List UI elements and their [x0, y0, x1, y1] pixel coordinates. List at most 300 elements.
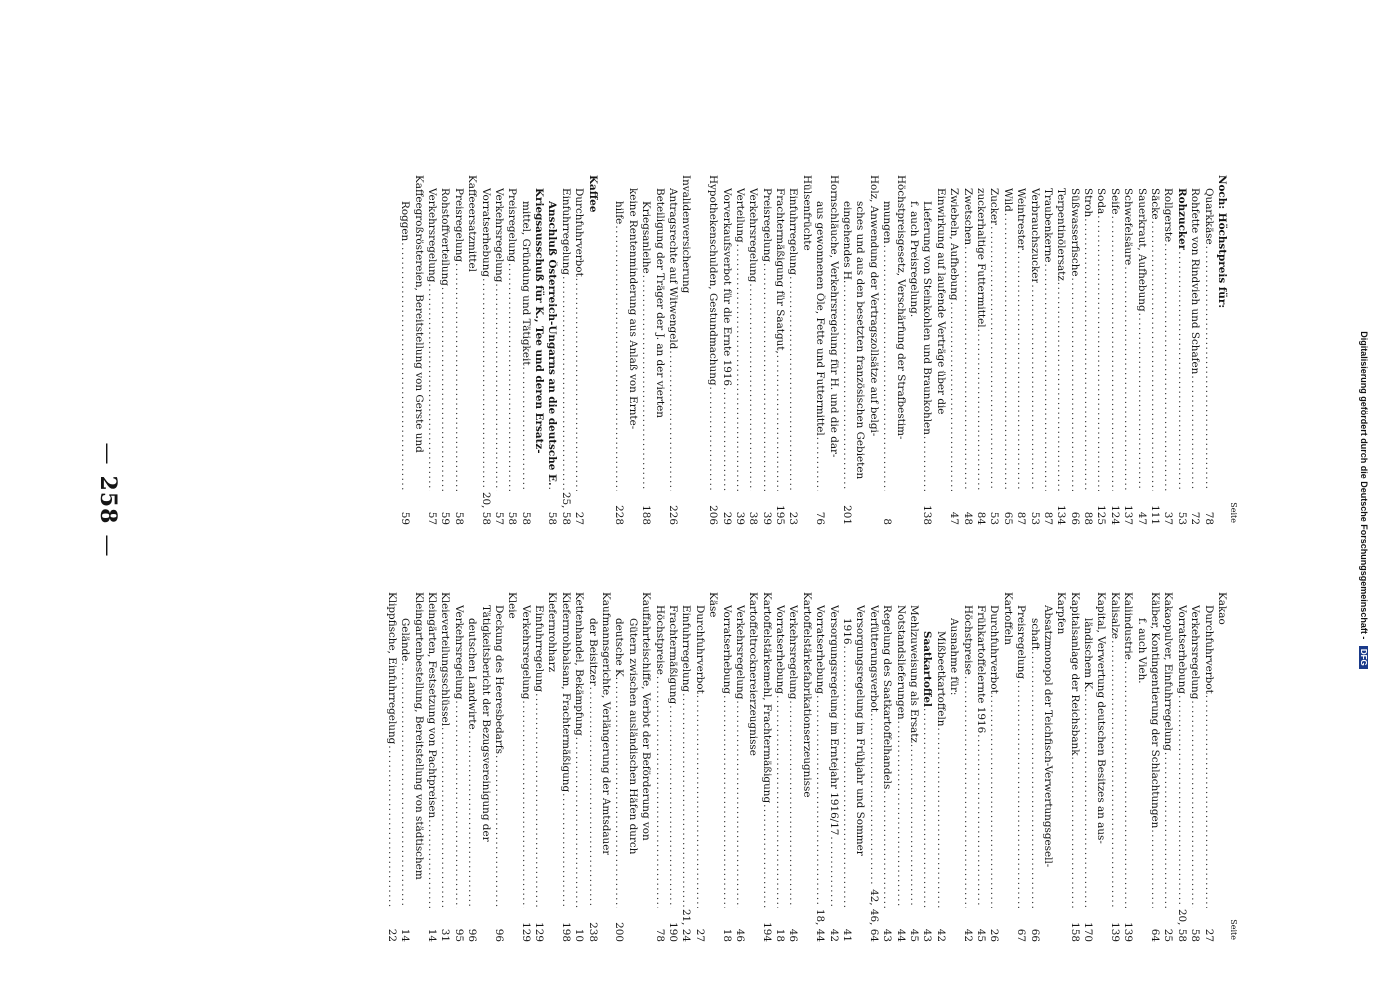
leader-dots — [840, 644, 853, 908]
entry-label: Saatkartoffel — [921, 631, 934, 707]
leader-dots — [425, 818, 438, 908]
index-entries-left — [398, 175, 1228, 525]
leader-dots — [1094, 214, 1107, 491]
entry-page: 125 — [1095, 505, 1108, 525]
index-entry — [706, 175, 719, 525]
leader-dots — [960, 675, 973, 908]
entry-page: 43 — [881, 928, 894, 942]
entry-label: Karpfen — [1055, 592, 1068, 635]
entry-label: Kaffeegroßröstereien, Bereitstellung von Gerste und — [412, 175, 425, 453]
entry-label: keine Rentenminderung aus Anlaß von Ernte- — [626, 188, 639, 430]
leader-dots — [733, 243, 746, 491]
index-entry — [425, 175, 438, 525]
entry-label: Preisregelung — [452, 188, 465, 263]
index-entry — [545, 592, 558, 942]
index-entry — [746, 175, 759, 525]
entry-label: deutschen Landwirte — [466, 618, 479, 730]
index-entry — [1134, 592, 1147, 942]
entry-label: Kaffee — [586, 175, 599, 213]
index-entry — [585, 175, 598, 525]
leader-dots — [987, 694, 1000, 908]
entry-label: Stroh — [1082, 188, 1095, 218]
entry-spacer — [599, 175, 612, 525]
entry-page: 27 — [573, 511, 586, 525]
index-entry — [558, 175, 571, 525]
entry-label: Kleie — [506, 592, 519, 619]
leader-dots — [1067, 756, 1080, 908]
index-entry — [639, 175, 652, 525]
entry-page: 96 — [466, 928, 479, 942]
index-entry — [1107, 592, 1120, 942]
entry-label: Einfuhrregelung — [533, 605, 546, 693]
entry-label: Regelung des Saatkartoffelhandels — [881, 605, 894, 790]
entry-label: Mißbeetkartoffeln — [934, 631, 947, 727]
index-entry — [1000, 592, 1013, 942]
entry-page: 27 — [693, 928, 706, 942]
entry-label: Roggen — [399, 201, 412, 242]
entry-label: Verkehrsregelung — [787, 605, 800, 700]
leader-dots — [759, 803, 772, 908]
entry-label: Verkehrsregelung — [519, 605, 532, 700]
entry-label: Verteilung — [733, 188, 746, 243]
entry-label: mittel, Gründung und Tätigkeit — [519, 201, 532, 366]
leader-dots — [384, 744, 397, 908]
index-entry — [1041, 592, 1054, 942]
entry-page: 43 — [921, 928, 934, 942]
index-entry — [733, 175, 746, 525]
leader-dots — [880, 244, 893, 491]
entry-page: 42 — [934, 928, 947, 942]
entry-page: 129 — [519, 922, 532, 942]
index-entry — [625, 592, 638, 942]
entry-label: Zwiebeln, Aufhebung — [948, 188, 961, 301]
page-number: —258— — [95, 442, 121, 558]
index-entry — [920, 175, 933, 525]
leader-dots — [960, 245, 973, 491]
index-entry — [612, 592, 625, 942]
leader-dots — [492, 754, 505, 908]
seite-header-right: Seite — [1229, 919, 1238, 940]
index-entry — [1067, 592, 1080, 942]
entry-label: Notstandslieferungen — [894, 605, 907, 720]
index-entry — [746, 592, 759, 942]
leader-dots — [893, 720, 906, 908]
entry-label: eingehendes H. — [841, 201, 854, 284]
entry-label: Klippfische, Einfuhrregelung — [385, 592, 398, 745]
leader-dots — [1161, 242, 1174, 491]
entry-label: hilfe — [613, 201, 626, 225]
index-entry — [907, 175, 920, 525]
index-entry — [960, 175, 973, 525]
entry-label: Vorratserhebung — [720, 605, 733, 695]
entry-page: 53 — [1175, 511, 1188, 525]
entry-label: Hypothekenschulden, Gestundmachung — [707, 175, 720, 386]
leader-dots — [866, 712, 879, 887]
index-entry — [532, 592, 545, 942]
index-entry — [960, 592, 973, 942]
index-entry — [518, 175, 531, 525]
entry-label: 1916 — [841, 618, 854, 645]
leader-dots — [759, 262, 772, 491]
leader-dots — [813, 694, 826, 907]
entry-label: Kriegsausschuß für K., Tee und deren Ersatz- — [533, 188, 546, 454]
leader-dots — [679, 692, 692, 907]
leader-dots — [1188, 374, 1201, 491]
entry-label: f. auch Vieh. — [1135, 618, 1148, 684]
index-entry — [679, 175, 692, 525]
index-entry — [1161, 175, 1174, 525]
entry-page: 201 — [841, 505, 854, 525]
index-entry — [1027, 592, 1040, 942]
entry-page: 95 — [452, 928, 465, 942]
index-entry — [1215, 175, 1228, 525]
entry-page: 65 — [1001, 511, 1014, 525]
entry-page: 58 — [1189, 928, 1202, 942]
entry-page: 53 — [1028, 511, 1041, 525]
leader-dots — [1041, 263, 1054, 491]
entry-page: 14 — [425, 928, 438, 942]
entry-page: 194 — [760, 922, 773, 942]
entry-label: Kleieverteilungsschlüssel — [439, 592, 452, 727]
index-column-left — [398, 175, 1238, 525]
entry-spacer — [692, 175, 705, 525]
index-entry — [465, 175, 478, 525]
index-entry — [1041, 175, 1054, 525]
leader-dots — [398, 241, 411, 491]
entry-page: 137 — [1122, 505, 1135, 525]
index-entry — [692, 592, 705, 942]
index-entry — [773, 175, 786, 525]
index-entry — [425, 592, 438, 942]
leader-dots — [438, 726, 451, 908]
entry-page: 59 — [399, 511, 412, 525]
index-entry — [411, 592, 424, 942]
entry-label: Einfuhrregelung — [559, 188, 572, 276]
leader-dots — [1121, 265, 1134, 491]
leader-dots — [438, 286, 451, 491]
entry-page: 47 — [948, 511, 961, 525]
entry-page: 195 — [774, 505, 787, 525]
entry-label: Zwetschen — [961, 188, 974, 246]
leader-dots — [773, 354, 786, 491]
entry-page: 26 — [988, 928, 1001, 942]
index-entry — [1188, 592, 1201, 942]
leader-dots — [1000, 212, 1013, 491]
entry-label: sches und aus den besetzten französischen Gebieten — [854, 201, 867, 480]
index-entry — [987, 175, 1000, 525]
entry-label: Traubenkerne — [1041, 188, 1054, 263]
leader-dots — [1081, 692, 1094, 908]
entry-page: 25, 58 — [559, 491, 572, 525]
index-entry — [800, 175, 813, 525]
entry-page: 72 — [1189, 511, 1202, 525]
entry-page: 20, 58 — [1175, 908, 1188, 942]
leader-dots — [840, 283, 853, 491]
index-entry — [759, 175, 772, 525]
entry-page: 45 — [974, 928, 987, 942]
entry-label: ländischem K. — [1082, 618, 1095, 693]
leader-dots — [1107, 639, 1120, 908]
entry-page: 87 — [1041, 511, 1054, 525]
entry-label: Einfuhrregelung — [680, 605, 693, 693]
index-entry — [666, 175, 679, 525]
index-entry — [492, 175, 505, 525]
entry-label: Sauerkraut, Aufhebung — [1135, 188, 1148, 312]
entry-label: Frühkartoffelernte 1916 — [974, 605, 987, 734]
entry-label: Deckung des Heeresbedarfs — [492, 605, 505, 754]
leader-dots — [1201, 245, 1214, 491]
index-entry — [1148, 175, 1161, 525]
entry-label: Durchfuhrverbot — [573, 188, 586, 277]
leader-dots — [907, 743, 920, 908]
entry-label: Höchstpreisgesetz, Verschärfung der Strafbestim- — [894, 175, 907, 440]
entry-label: Weintrester — [1015, 188, 1028, 250]
entry-label: Verkehrsregelung — [452, 605, 465, 700]
leader-dots — [666, 349, 679, 491]
entry-page: 46 — [787, 928, 800, 942]
entry-label: Tätigkeitsbericht der Bezugsvereinigung der — [479, 605, 492, 842]
index-entry — [1174, 592, 1187, 942]
leader-dots — [398, 661, 411, 908]
entry-page: 190 — [666, 922, 679, 942]
index-entry — [1161, 592, 1174, 942]
entry-label: Rohstoffverteilung — [439, 188, 452, 286]
seite-header-left: Seite — [1229, 502, 1238, 523]
index-entry — [666, 592, 679, 942]
entry-page: 18 — [720, 928, 733, 942]
leader-dots — [558, 275, 571, 490]
entry-page: 25 — [1162, 928, 1175, 942]
index-entry — [933, 175, 946, 525]
entry-label: Kriegsanleihe — [640, 201, 653, 274]
entry-page: 138 — [921, 505, 934, 525]
entry-page: 45 — [908, 928, 921, 942]
index-entry — [1121, 175, 1134, 525]
entry-label: Versorgungsregelung im Frühjahr und Sommer — [854, 605, 867, 856]
entry-label: Vorratserhebung — [774, 605, 787, 695]
index-entry — [398, 175, 411, 525]
entry-page: 42 — [961, 928, 974, 942]
entry-label: Kälber, Kontingentierung der Schlachtungen — [1149, 592, 1162, 829]
leader-dots — [451, 699, 464, 908]
index-entry — [639, 592, 652, 942]
entry-label: Verkehrsregelung — [733, 605, 746, 700]
leader-dots — [947, 301, 960, 491]
index-entry — [384, 592, 397, 942]
entry-label: Gelände — [399, 618, 412, 662]
entry-label: Rohzucker — [1175, 188, 1188, 251]
index-entry — [652, 175, 665, 525]
leader-dots — [532, 692, 545, 908]
index-entry — [733, 592, 746, 942]
entry-page: 198 — [559, 922, 572, 942]
entry-label: Vorverkaufsverbot für die Ernte 1916 — [720, 188, 733, 387]
entry-label: Durchfuhrverbot — [693, 605, 706, 694]
entry-page: 96 — [492, 928, 505, 942]
index-entry — [1094, 175, 1107, 525]
leader-dots — [612, 224, 625, 491]
leader-dots — [733, 699, 746, 908]
entry-label: Kaufmannsgerichte, Verlängerung der Amtsdauer — [600, 592, 613, 856]
entry-page: 14 — [399, 928, 412, 942]
entry-label: Hülsenfrüchte — [800, 175, 813, 251]
leader-dots — [558, 792, 571, 908]
index-entry — [478, 592, 491, 942]
entry-label: Kakaopulver, Einfuhrregelung — [1162, 592, 1175, 751]
index-entry — [518, 592, 531, 942]
entry-label: Kiefernrohbalsam, Frachtermäßigung — [559, 592, 572, 793]
leader-dots — [1027, 283, 1040, 491]
index-entry — [759, 592, 772, 942]
entry-label: Vorratserhebung — [1175, 605, 1188, 695]
entry-page: 188 — [640, 505, 653, 525]
leader-dots — [666, 704, 679, 908]
index-entry — [920, 592, 933, 942]
funding-note — [1359, 20, 1369, 980]
leader-dots — [639, 274, 652, 491]
entry-page: 10 — [573, 928, 586, 942]
entry-label: Kleingartenbestellung, Bereitstellung von städtischem — [412, 592, 425, 880]
index-entry — [505, 592, 518, 942]
index-entry — [451, 592, 464, 942]
index-entry — [706, 592, 719, 942]
leader-dots — [1054, 281, 1067, 491]
index-entry — [947, 592, 960, 942]
index-entry — [786, 592, 799, 942]
entry-label: Höchstpreise — [653, 605, 666, 675]
entry-page: 124 — [1108, 505, 1121, 525]
entry-label: Kettenhandel, Bekämpfung — [573, 592, 586, 736]
entry-label: Vorratserhebung — [814, 605, 827, 695]
entry-label: Kakao — [1216, 592, 1228, 625]
index-entry — [1081, 592, 1094, 942]
entry-page: 67 — [1015, 928, 1028, 942]
entry-label: Kartoffelstärkemehl, Frachtermäßigung — [760, 592, 773, 804]
index-entry — [1188, 175, 1201, 525]
leader-dots — [1107, 215, 1120, 491]
index-entry — [398, 592, 411, 942]
index-entry — [572, 592, 585, 942]
index-entry — [1094, 592, 1107, 942]
entry-page: 47 — [1135, 511, 1148, 525]
entry-page: 29 — [720, 511, 733, 525]
entry-label: Einfuhrregelung — [787, 188, 800, 276]
index-entries-right — [384, 592, 1228, 942]
index-entry — [719, 592, 732, 942]
entry-page: 206 — [707, 505, 720, 525]
leader-dots — [572, 277, 585, 491]
index-entry — [987, 592, 1000, 942]
leader-dots — [933, 726, 946, 908]
entry-label: Seife — [1108, 188, 1121, 215]
leader-dots — [505, 262, 518, 491]
entry-label: Kartoffelstärkefabrikationserzeugnisse — [800, 592, 813, 798]
entry-label: Kiefernrohharz — [546, 592, 559, 673]
index-entry — [438, 175, 451, 525]
entry-page: 39 — [733, 511, 746, 525]
leader-dots — [518, 366, 531, 491]
index-entry — [813, 175, 826, 525]
leader-dots — [1014, 250, 1027, 491]
index-entry — [1201, 592, 1214, 942]
entry-page: 158 — [1068, 922, 1081, 942]
index-entry — [933, 592, 946, 942]
leader-dots — [826, 835, 839, 908]
index-entry — [411, 175, 424, 525]
leader-dots — [920, 707, 933, 908]
leader-dots — [974, 328, 987, 491]
entry-page: 111 — [1149, 505, 1162, 525]
leader-dots — [1027, 650, 1040, 908]
index-entry — [974, 592, 987, 942]
index-entry — [1215, 592, 1228, 942]
index-entry — [585, 592, 598, 942]
entry-label: Ausnahme für: — [948, 618, 961, 696]
entry-page: 170 — [1082, 922, 1095, 942]
leader-dots — [786, 275, 799, 491]
entry-label: Frachtermäßigung für Saatgut, — [774, 188, 787, 354]
dfg-logo: DFG — [1359, 646, 1368, 669]
index-entry — [438, 592, 451, 942]
funding-note-text: Digitalisierung gefördert durch die Deutsche Forschungsgemeinschaft - — [1359, 331, 1369, 640]
entry-page: 64 — [1149, 928, 1162, 942]
index-entry — [451, 175, 464, 525]
entry-label: Höchstpreise — [961, 605, 974, 675]
entry-label: Verkehrsregelung — [1189, 605, 1202, 700]
index-entry — [558, 592, 571, 942]
leader-dots — [652, 675, 665, 908]
index-entry — [1148, 592, 1161, 942]
index-entry — [853, 592, 866, 942]
index-entry — [826, 592, 839, 942]
index-entry — [1014, 175, 1027, 525]
entry-label: Anschluß Österreich-Ungarns an die deutsche E. — [546, 201, 559, 486]
entry-page: 42 — [827, 928, 840, 942]
entry-label: mungen — [881, 201, 894, 244]
entry-label: Versorgungsregelung im Erntejahr 1916/17 — [827, 605, 840, 836]
entry-page: 58 — [452, 511, 465, 525]
index-entry — [893, 175, 906, 525]
entry-label: Rollgerste — [1162, 188, 1175, 243]
index-entry — [947, 175, 960, 525]
leader-dots — [478, 277, 491, 490]
entry-page: 20, 58 — [479, 491, 492, 525]
entry-page: 228 — [613, 505, 626, 525]
entry-label: Zucker — [988, 188, 1001, 226]
entry-label: Beteiligung der Träger der J. an der vierten — [653, 188, 666, 418]
entry-label: f. auch Preisregelung. — [908, 201, 921, 318]
entry-label: Lieferung von Steinkohlen und Braunkohlen — [921, 201, 934, 435]
entry-label: Invalidenversicherung — [680, 175, 693, 294]
entry-label: Noch: Höchstpreis für: — [1216, 175, 1228, 309]
leader-dots — [1067, 277, 1080, 491]
index-column-right — [384, 592, 1238, 942]
index-entry — [773, 592, 786, 942]
entry-page: 22 — [385, 928, 398, 942]
entry-page: 200 — [613, 922, 626, 942]
entry-label: Verkehrsregelung — [747, 188, 760, 283]
index-entry — [719, 175, 732, 525]
entry-page: 129 — [533, 922, 546, 942]
entry-label: Mehlzuweisung als Ersatz — [908, 605, 921, 743]
entry-page: 76 — [814, 511, 827, 525]
index-entry — [652, 592, 665, 942]
entry-label: Frachtermäßigung — [666, 605, 679, 705]
entry-label: Preisregelung — [760, 188, 773, 263]
entry-label: Terpentinölersatz — [1055, 188, 1068, 281]
entry-label: Rohfette von Rindvieh und Schafen — [1189, 188, 1202, 375]
index-entry — [1121, 592, 1134, 942]
